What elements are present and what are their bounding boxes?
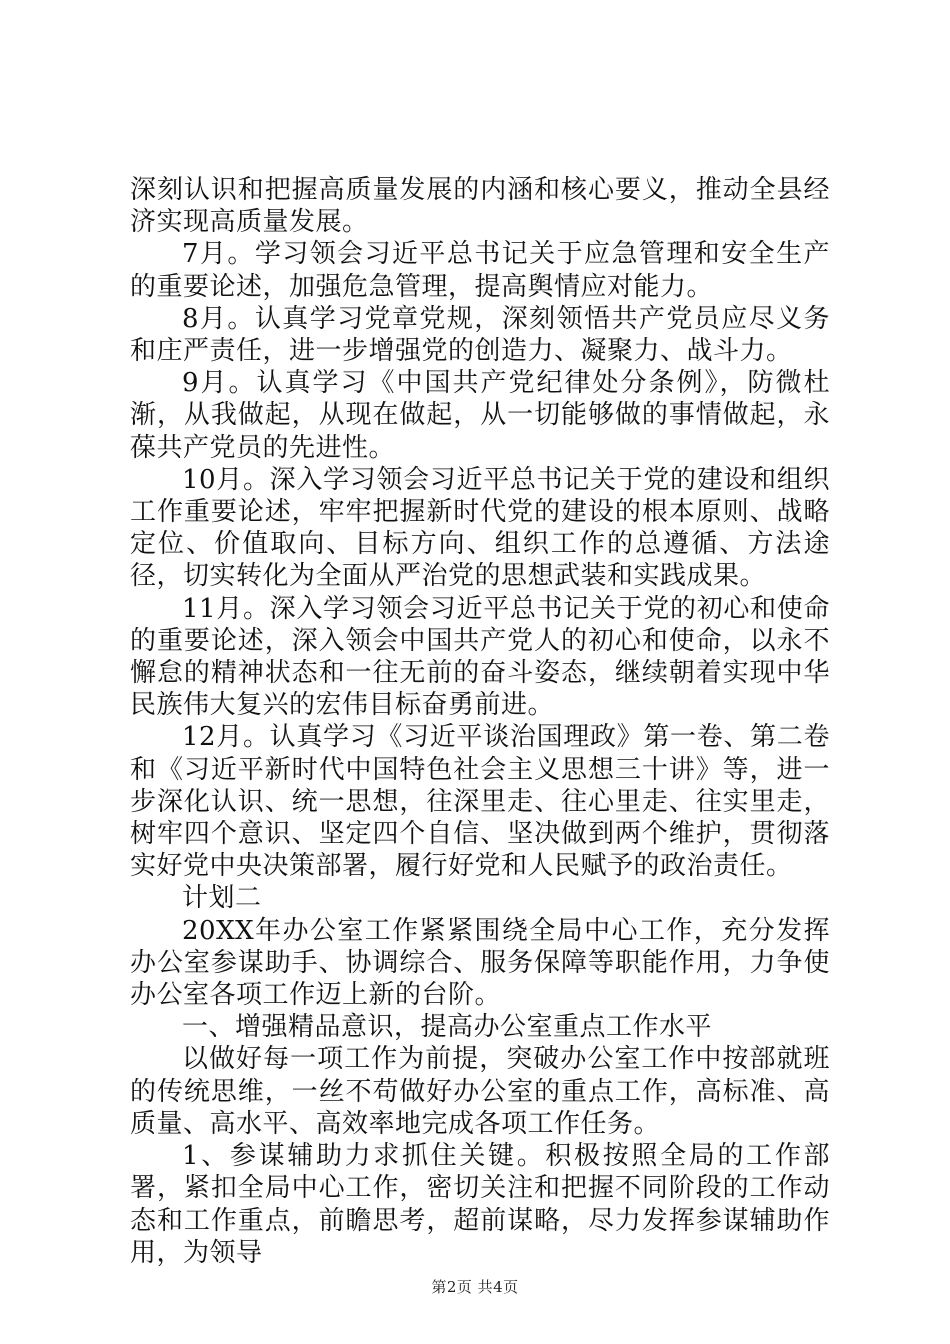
paragraph-september: 9月。认真学习《中国共产党纪律处分条例》，防微杜渐，从我做起，从现在做起，从一切能够做的事情做起，永葆共产党员的先进性。 <box>130 368 830 463</box>
document-body <box>130 174 830 1269</box>
paragraph-item-one: 1、参谋辅助力求抓住关键。积极按照全局的工作部署，紧扣全局中心工作，密切关注和把握不同阶段的工作动态和工作重点，前瞻思考，超前谋略，尽力发挥参谋辅助作用，为领导 <box>130 1141 830 1268</box>
paragraph-august: 8月。认真学习党章党规，深刻领悟共产党员应尽义务和庄严责任，进一步增强党的创造力、凝聚力、战斗力。 <box>130 303 830 367</box>
paragraph-july: 7月。学习领会习近平总书记关于应急管理和安全生产的重要论述，加强危急管理，提高舆情应对能力。 <box>130 239 830 302</box>
section-heading-one: 一、增强精品意识，提高办公室重点工作水平 <box>182 1012 713 1043</box>
paragraph-october: 10月。深入学习领会习近平总书记关于党的建设和组织工作重要论述，牢牢把握新时代党的建设的根本原则、战略定位、价值取向、目标方向、组织工作的总遵循、方法途径，切实转化为全面从严治党的思想武装和实践成果。 <box>130 464 830 592</box>
paragraph-november: 11月。深入学习领会习近平总书记关于党的初心和使命的重要论述，深入领会中国共产党人的初心和使命，以永不懈怠的精神状态和一往无前的奋斗姿态，继续朝着实现中华民族伟大复兴的宏伟目标奋勇前进。 <box>130 593 830 721</box>
page-number-footer: 第2页 共4页 <box>431 1278 519 1296</box>
section-heading-plan-two: 计划二 <box>182 883 262 914</box>
paragraph-plan-two-intro: 20XX年办公室工作紧紧围绕全局中心工作，充分发挥办公室参谋助手、协调综合、服务保障等职能作用，力争使办公室各项工作迈上新的台阶。 <box>130 915 830 1011</box>
paragraph-continuation: 深刻认识和把握高质量发展的内涵和核心要义，推动全县经济实现高质量发展。 <box>130 175 830 238</box>
paragraph-section-one: 以做好每一项工作为前提，突破办公室工作中按部就班的传统思维，一丝不苟做好办公室的重点工作，高标准、高质量、高水平、高效率地完成各项工作任务。 <box>130 1044 830 1139</box>
paragraph-december: 12月。认真学习《习近平谈治国理政》第一卷、第二卷和《习近平新时代中国特色社会主义思想三十讲》等，进一步深化认识、统一思想，往深里走、往心里走、往实里走，树牢四个意识、坚定四个自信、坚决做到两个维护，贯彻落实好党中央决策部署，履行好党和人民赋予的政治责任。 <box>130 722 830 882</box>
